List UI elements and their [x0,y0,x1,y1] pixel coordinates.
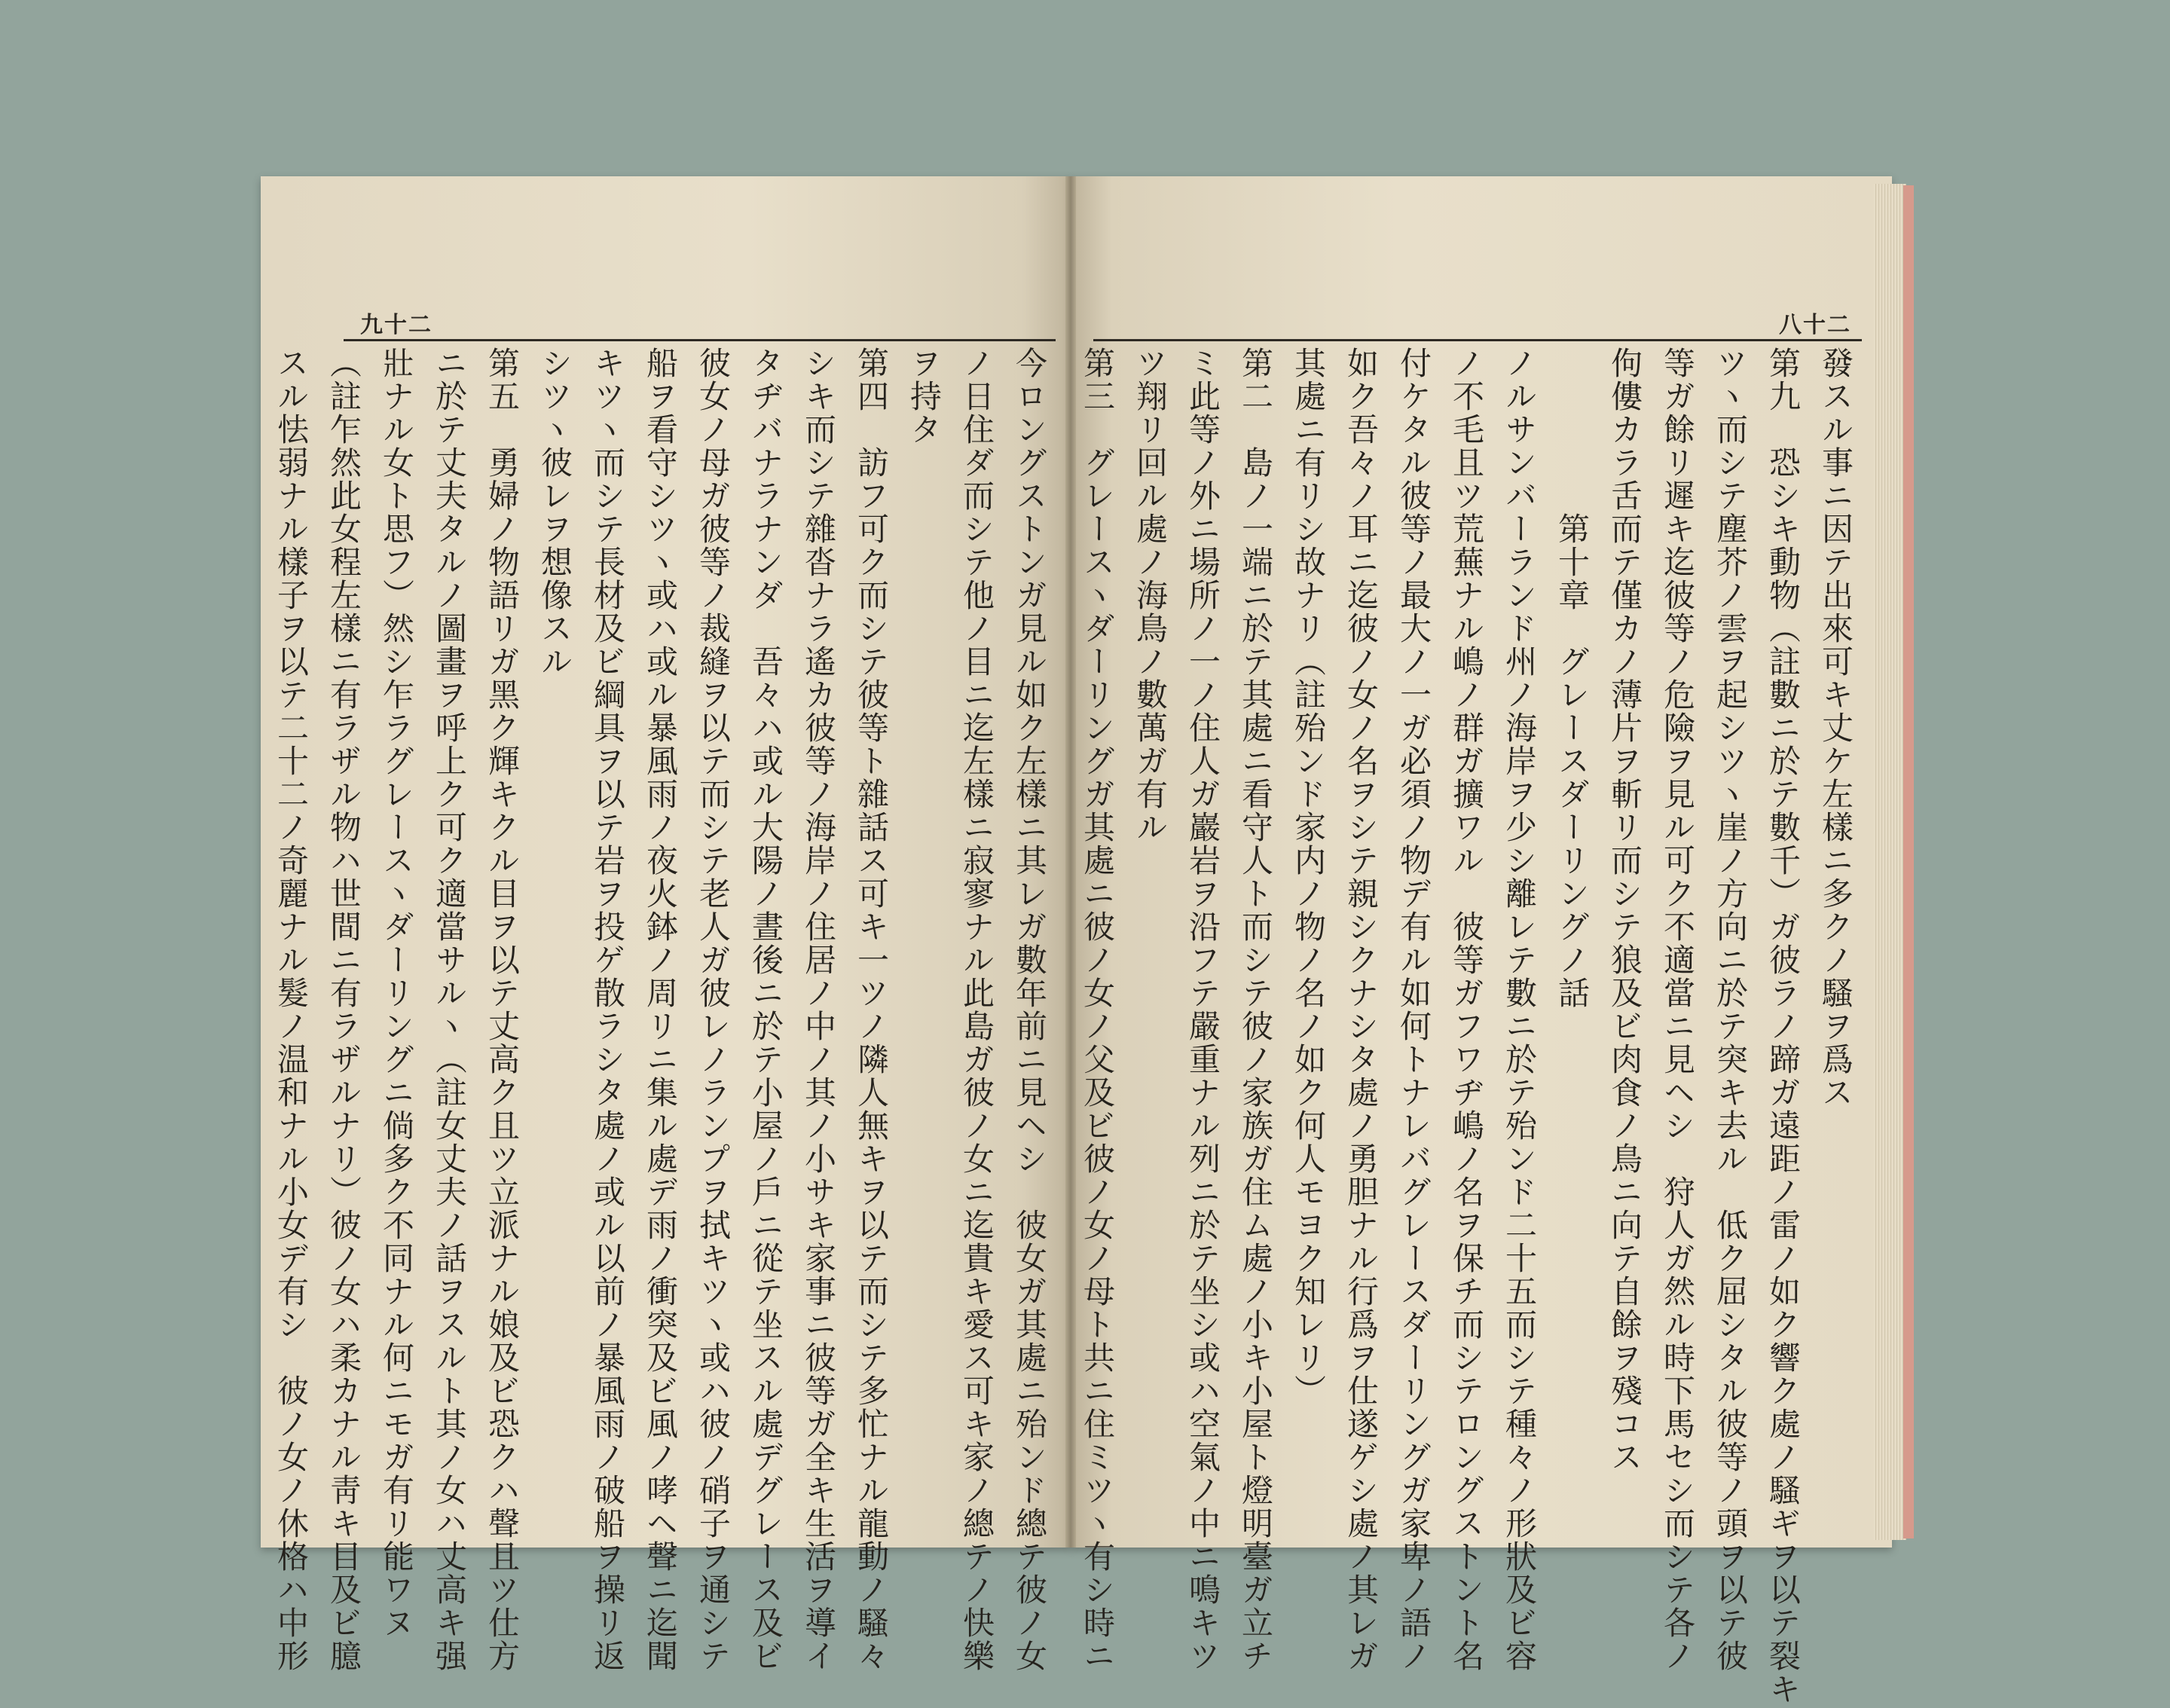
left-text-line: 第五 勇婦ノ物語リガ黑ク輝キクル目ヲ以テ丈高ク且ツ立派ナル娘及ビ恐クハ聲且ツ仕方 [484,347,521,1673]
right-text-line: 其處ニ有リシ故ナリ（註殆ンド家内ノ物ノ名ノ如ク何人モヨク知レリ） [1290,347,1327,1407]
right-text-line: 等ガ餘リ遲キ迄彼等ノ危險ヲ見ル可ク不適當ニ見ヘシ 狩人ガ然ル時下馬セシ而シテ各ノ [1659,347,1696,1673]
left-page [261,176,1071,1673]
right-text-line: 第九 恐シキ動物（註數ニ於テ數千）ガ彼ラノ蹄ガ遠距ノ雷ノ如ク響ク處ノ騷ギヲ以テ裂キ [1765,347,1802,1706]
left-text-line: シツヽ彼レヲ想像スル [536,347,573,678]
right-text-line: 第三 グレースヽダーリングガ其處ニ彼ノ女ノ父及ビ彼ノ女ノ母ト共ニ住ミツヽ有シ時ニ [1079,347,1116,1673]
right-text-line: 第十章 グレースダーリングノ話 [1554,512,1591,1010]
header-rule-right [1093,339,1862,341]
left-text-line: 今ロングストンガ見ル如ク左樣ニ其レガ數年前ニ見ヘシ 彼女ガ其處ニ殆ンド總テ彼ノ女 [1011,347,1048,1673]
left-text-line: 彼女ノ母ガ彼等ノ裁縫ヲ以テ而シテ老人ガ彼レノランプヲ拭キツヽ或ハ彼ノ硝子ヲ通シテ [695,347,732,1673]
left-text-line: 船ヲ看守シツヽ或ハ或ル暴風雨ノ夜火鉢ノ周リニ集ル處デ雨ノ衝突及ビ風ノ哮ヘ聲ニ迄聞 [642,347,679,1673]
page-edges [1873,184,1906,1540]
left-text-line: 第四 訪フ可ク而シテ彼等ト雜話ス可キ一ツノ隣人無キヲ以テ而シテ多忙ナル龍動ノ騷々 [853,347,890,1673]
right-text-line: ノルサンバーランド州ノ海岸ヲ少シ離レテ數ニ於テ殆ンド二十五而シテ種々ノ形狀及ビ容 [1501,347,1538,1673]
right-page-text [1079,347,1862,1706]
right-text-line: ミ此等ノ外ニ場所ノ一ノ住人ガ巖岩ヲ沿フテ嚴重ナル列ニ於テ坐シ或ハ空氣ノ中ニ鳴キツ [1184,347,1221,1673]
right-text-line: 發スル事ニ因テ出來可キ丈ケ左樣ニ多クノ騷ヲ爲ス [1817,347,1854,1109]
page-number-left: 九十二 [360,312,432,338]
left-text-line: スル怯弱ナル樣子ヲ以テ二十二ノ奇麗ナル髮ノ温和ナル小女デ有シ 彼ノ女ノ休格ハ中形 [273,347,310,1673]
open-book [261,176,1927,1706]
right-text-line: ノ不毛且ツ荒蕪ナル嶋ノ群ガ擴ワル 彼等ガフワヂ嶋ノ名ヲ保チ而シテロングストント名 [1448,347,1485,1673]
right-text-line: 付ケタル彼等ノ最大ノ一ガ必須ノ物デ有ル如何トナレバグレースダーリングガ家卑ノ語ノ [1395,347,1432,1673]
right-page [1071,176,1892,1706]
right-text-line: 第二 島ノ一端ニ於テ其處ニ看守人ト而シテ彼ノ家族ガ住ム處ノ小キ小屋ト燈明臺ガ立チ [1237,347,1274,1673]
left-text-line: タヂバナラナンダ 吾々ハ或ル大陽ノ晝後ニ於テ小屋ノ戶ニ從テ坐スル處デグレース及ビ [747,347,784,1673]
left-text-line: シキ而シテ雜沓ナラ遙カ彼等ノ海岸ノ住居ノ中ノ其ノ小サキ家事ニ彼等ガ全キ生活ヲ導イ [800,347,837,1673]
right-text-line: ツヽ而シテ塵芥ノ雲ヲ起シツヽ崖ノ方向ニ於テ突キ去ル 低ク屈シタル彼等ノ頭ヲ以テ彼 [1712,347,1749,1673]
left-text-line: ヲ持タ [906,347,943,446]
left-text-line: 壯ナル女ト思フ）然シ乍ラグレースヽダーリングニ倘多ク不同ナル何ニモガ有リ能ワヌ [378,347,415,1639]
right-text-line: 佝僂カラ舌而テ僅カノ薄片ヲ斬リ而シテ狼及ビ肉食ノ鳥ニ向テ自餘ヲ殘コス [1606,347,1643,1474]
header-rule-left [344,339,1056,341]
left-page-text [273,347,1056,1673]
left-text-line: ニ於テ丈夫タルノ圖畫ヲ呼上ク可ク適當サルヽ（註女丈夫ノ話ヲスルト其ノ女ハ丈高キ强 [431,347,468,1673]
right-text-line: ツ翔リ回ル處ノ海鳥ノ數萬ガ有ル [1132,347,1169,844]
left-text-line: ノ日住ダ而シテ他ノ目ニ迄左樣ニ寂寥ナル此島ガ彼ノ女ニ迄貴キ愛ス可キ家ノ總テノ快樂 [958,347,995,1673]
page-number-right: 八十二 [1779,312,1851,338]
right-text-line: 如ク吾々ノ耳ニ迄彼ノ女ノ名ヲシテ親シクナシタ處ノ勇胆ナル行爲ヲ仕遂ゲシ處ノ其レガ [1343,347,1380,1673]
book-gutter [1065,176,1076,1548]
left-text-line: （註乍然此女程左樣ニ有ラザル物ハ世間ニ有ラザルナリ）彼ノ女ハ柔カナル靑キ目及ビ臆 [326,347,362,1673]
page-edge-red [1903,185,1914,1538]
left-text-line: キツヽ而シテ長材及ビ綱具ヲ以テ岩ヲ投ゲ散ラシタ處ノ或ル以前ノ暴風雨ノ破船ヲ操リ返 [589,347,626,1673]
